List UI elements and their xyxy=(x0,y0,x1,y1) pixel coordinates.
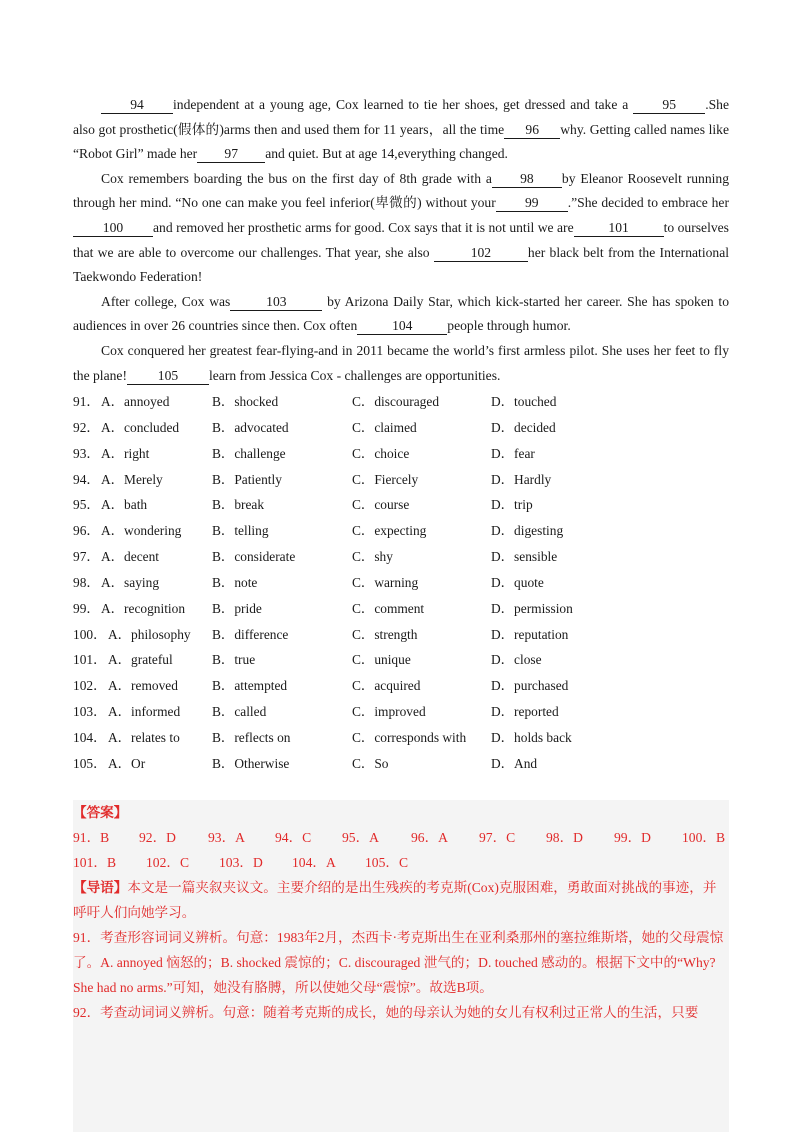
paragraph-3 xyxy=(73,290,729,339)
option-b[interactable]: B．considerate xyxy=(212,549,296,565)
option-b[interactable]: B．advocated xyxy=(212,419,289,435)
answer-item: 102．C xyxy=(146,855,190,870)
option-c[interactable]: C．strength xyxy=(352,626,418,642)
question-number: 101． xyxy=(73,652,107,668)
question-row xyxy=(73,570,733,596)
answer-item: 104．A xyxy=(292,855,336,870)
option-a[interactable]: A．concluded xyxy=(101,419,180,435)
option-a[interactable]: A．recognition xyxy=(101,600,186,616)
option-c[interactable]: C．comment xyxy=(352,600,425,616)
option-c[interactable]: C．choice xyxy=(352,445,410,461)
question-number: 96． xyxy=(73,523,100,539)
question-row xyxy=(73,389,733,415)
question-row xyxy=(73,622,733,648)
option-d[interactable]: D．touched xyxy=(491,394,557,409)
blank-100[interactable]: 100 xyxy=(73,220,153,237)
paragraph-text: .She also got prosthetic(假体的)arms then and used them for 11 years，all the time xyxy=(73,97,729,137)
question-row xyxy=(73,518,733,544)
answer-item: 100．B xyxy=(682,830,726,845)
option-d[interactable]: D．holds back xyxy=(491,729,572,745)
option-d[interactable]: D．close xyxy=(491,652,542,668)
paragraph-text: and removed her prosthetic arms for good. Cox says that it is not until we are xyxy=(153,219,574,235)
option-b[interactable]: B．true xyxy=(212,652,256,668)
option-b[interactable]: B．telling xyxy=(212,523,269,539)
question-number: 105． xyxy=(73,755,107,771)
option-b[interactable]: B．Patiently xyxy=(212,471,282,487)
option-d[interactable]: D．decided xyxy=(491,419,556,435)
question-row xyxy=(73,492,733,518)
guide-text: 本文是一篇夹叙夹议文。主要介绍的是出生残疾的考克斯(Cox)克服困难，勇敢面对挑战的事迹，并呼吁人们向她学习。 xyxy=(73,880,717,920)
paragraph-text: her black belt from the International Taekwondo Federation! xyxy=(73,244,730,285)
option-a[interactable]: A．right xyxy=(101,445,150,461)
option-d[interactable]: D．reported xyxy=(491,704,559,720)
question-number: 100． xyxy=(73,626,107,642)
question-row xyxy=(73,596,733,622)
options-list xyxy=(73,389,733,777)
option-a[interactable]: A．grateful xyxy=(108,652,173,668)
paragraph-text: independent at a young age, Cox learned to tie her shoes, get dressed and take a xyxy=(173,97,634,112)
option-c[interactable]: C．Fiercely xyxy=(352,471,419,487)
question-row xyxy=(73,544,733,570)
explanation-92: 92．考查动词词义辨析。句意：随着考克斯的成长，她的母亲认为她的女儿有权利过正常人的生活，只要 xyxy=(73,1005,699,1020)
question-row xyxy=(73,699,733,725)
answer-item: 92．D xyxy=(139,830,177,845)
option-c[interactable]: C．course xyxy=(352,497,410,513)
option-b[interactable]: B．attempted xyxy=(212,678,288,694)
blank-98[interactable]: 98 xyxy=(492,171,562,188)
option-c[interactable]: C．So xyxy=(352,755,389,771)
option-c[interactable]: C．shy xyxy=(352,549,393,565)
option-d[interactable]: D．purchased xyxy=(491,678,569,694)
option-b[interactable]: B．pride xyxy=(212,600,262,616)
question-row xyxy=(73,467,733,493)
explanation-91: 91．考查形容词词义辨析。句意：1983年2月，杰西卡·考克斯出生在亚利桑那州的塞拉维斯塔，她的父母震惊了。A. annoyed 恼怒的；B. shocked 震惊的；C. discouraged 泄气的；D. touched 感动的。根据下文中的“Why? She had no arms.”可知，她没有胳膊，所以使她父母“震惊”。故选B项。 xyxy=(73,930,724,995)
question-number: 99． xyxy=(73,600,100,616)
question-number: 93． xyxy=(73,445,100,461)
guide-tag: 【导语】 xyxy=(73,880,128,895)
blank-101[interactable]: 101 xyxy=(574,220,664,237)
guide-paragraph xyxy=(73,875,729,925)
paragraph-text: learn from Jessica Cox - challenges are opportunities. xyxy=(208,367,501,383)
option-b[interactable]: B．shocked xyxy=(212,394,279,409)
paragraph-text: by Arizona Daily Star, which kick-started her career. She has spoken to audiences in over 26 countries since then. Cox often xyxy=(73,293,729,334)
option-a[interactable]: A．removed xyxy=(108,678,178,694)
answer-item: 94．C xyxy=(275,830,312,845)
option-d[interactable]: D．digesting xyxy=(491,523,564,539)
question-row xyxy=(73,673,733,699)
option-a[interactable]: A．philosophy xyxy=(108,626,191,642)
paragraph-text: why. Getting called names like “Robot Girl” made her xyxy=(73,121,729,162)
answer-item: 93．A xyxy=(208,830,246,845)
answer-item: 95．A xyxy=(342,830,380,845)
option-d[interactable]: D．fear xyxy=(491,445,535,461)
option-b[interactable]: B．called xyxy=(212,704,267,720)
option-a[interactable]: A．decent xyxy=(101,549,160,565)
blank-99[interactable]: 99 xyxy=(496,195,568,212)
option-a[interactable]: A．saying xyxy=(101,574,160,590)
answer-item: 99．D xyxy=(614,830,652,845)
option-a[interactable]: A．Or xyxy=(108,755,146,771)
paragraph-text: to ourselves that we are able to overcome our challenges. That year, she also xyxy=(73,219,729,260)
paragraph-text: people through humor. xyxy=(447,318,571,334)
option-d[interactable]: D．reputation xyxy=(491,626,569,642)
paragraph-2 xyxy=(73,167,729,290)
blank-96[interactable]: 96 xyxy=(504,122,560,139)
option-c[interactable]: C．warning xyxy=(352,574,419,590)
answer-header: 【答案】 xyxy=(73,805,128,820)
option-c[interactable]: C．claimed xyxy=(352,419,417,435)
question-number: 103． xyxy=(73,704,107,720)
blank-97[interactable]: 97 xyxy=(197,146,265,163)
question-number: 95． xyxy=(73,497,100,513)
question-number: 92． xyxy=(73,419,100,435)
option-d[interactable]: D．And xyxy=(491,755,538,771)
answer-item: 96．A xyxy=(411,830,449,845)
blank-104[interactable]: 104 xyxy=(357,318,447,335)
answer-row-1 xyxy=(73,825,729,850)
answer-item: 98．D xyxy=(546,830,584,845)
option-b[interactable]: B．Otherwise xyxy=(212,755,290,771)
option-b[interactable]: B．challenge xyxy=(212,445,286,461)
option-a[interactable]: A．annoyed xyxy=(101,394,170,409)
option-c[interactable]: C．unique xyxy=(352,652,411,668)
option-d[interactable]: D．sensible xyxy=(491,549,558,565)
blank-94[interactable]: 94 xyxy=(101,97,173,114)
blank-105[interactable]: 105 xyxy=(127,368,209,385)
option-a[interactable]: A．relates to xyxy=(108,729,180,745)
option-b[interactable]: B．note xyxy=(212,574,258,590)
paragraph-text: .”She decided to embrace her xyxy=(567,195,729,211)
option-a[interactable]: A．informed xyxy=(108,704,181,720)
paragraph-4 xyxy=(73,339,729,388)
option-a[interactable]: A．Merely xyxy=(101,471,163,487)
paragraph-text: and quiet. But at age 14,everything changed. xyxy=(265,146,508,162)
blank-95[interactable]: 95 xyxy=(633,97,705,114)
question-number: 91． xyxy=(73,394,100,409)
option-b[interactable]: B．reflects on xyxy=(212,729,291,745)
option-c[interactable]: C．expecting xyxy=(352,523,427,539)
option-d[interactable]: D．quote xyxy=(491,574,544,590)
paragraph-text: by Eleanor Roosevelt running through her mind. “No one can make you feel inferior(卑微的) without your xyxy=(73,170,729,211)
option-b[interactable]: B．difference xyxy=(212,626,289,642)
answer-item: 91．B xyxy=(73,830,110,845)
question-number: 97． xyxy=(73,549,100,565)
option-c[interactable]: C．improved xyxy=(352,704,426,720)
passage xyxy=(73,93,729,388)
blank-103[interactable]: 103 xyxy=(230,294,322,311)
answer-item: 101．B xyxy=(73,855,117,870)
question-row xyxy=(73,647,733,673)
paragraph-text: Cox conquered her greatest fear-flying-and in 2011 became the world’s first armless pilot. She uses her feet to fly the plane! xyxy=(73,342,729,383)
option-d[interactable]: D．permission xyxy=(491,600,573,616)
option-c[interactable]: C．discouraged xyxy=(352,394,440,409)
question-number: 94． xyxy=(73,471,100,487)
question-number: 104． xyxy=(73,729,107,745)
paragraph-1 xyxy=(73,93,729,167)
option-c[interactable]: C．corresponds with xyxy=(352,729,467,745)
answer-row-2 xyxy=(73,850,729,875)
option-b[interactable]: B．break xyxy=(212,497,265,513)
question-row xyxy=(73,751,733,777)
answer-section xyxy=(73,800,729,1132)
paragraph-text: Cox remembers boarding the bus on the first day of 8th grade with a xyxy=(101,170,492,186)
question-row xyxy=(73,441,733,467)
question-number: 98． xyxy=(73,574,100,590)
paragraph-text: After college, Cox was xyxy=(101,293,231,309)
option-d[interactable]: D．trip xyxy=(491,497,533,513)
answer-item: 103．D xyxy=(219,855,263,870)
option-a[interactable]: A．bath xyxy=(101,497,148,513)
question-row xyxy=(73,415,733,441)
option-a[interactable]: A．wondering xyxy=(101,523,182,539)
question-row xyxy=(73,725,733,751)
option-c[interactable]: C．acquired xyxy=(352,678,421,694)
answer-item: 105．C xyxy=(365,855,409,870)
question-number: 102． xyxy=(73,678,107,694)
blank-102[interactable]: 102 xyxy=(434,245,528,262)
option-d[interactable]: D．Hardly xyxy=(491,471,552,487)
answer-item: 97．C xyxy=(479,830,516,845)
